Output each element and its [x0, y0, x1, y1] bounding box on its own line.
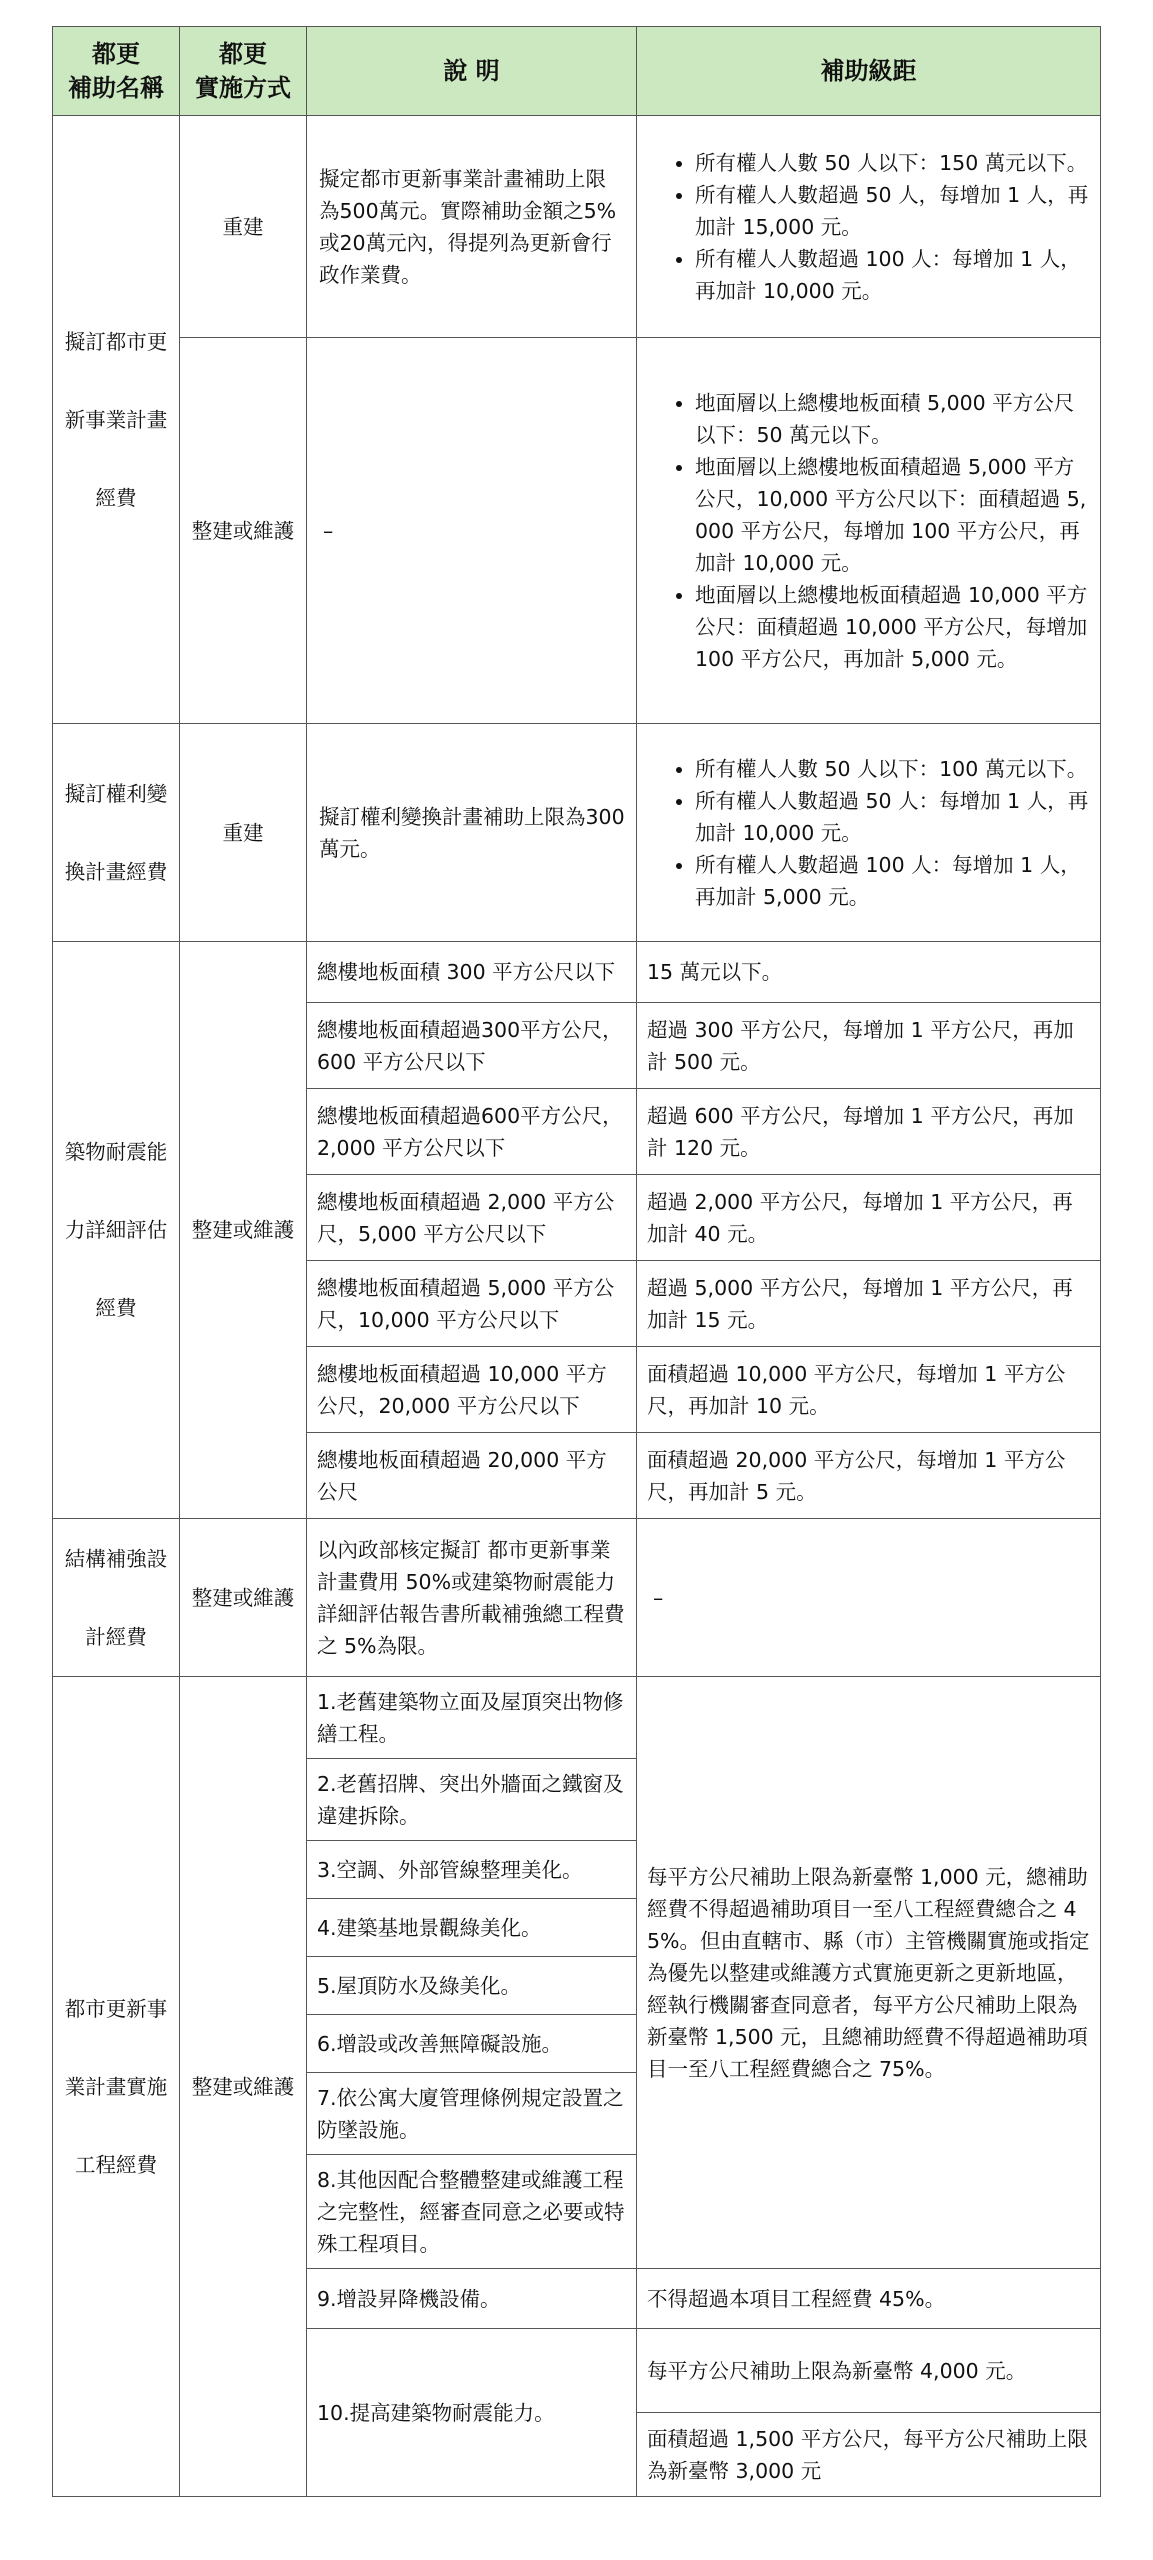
- tier-list: [647, 753, 1090, 913]
- grant-cell: 不得超過本項目工程經費 45%。: [637, 2269, 1101, 2329]
- tier-list: [647, 387, 1090, 675]
- list-item: • 所有權人人數超過 100 人：每增加 1 人，再加計 10,000 元。: [695, 243, 1090, 307]
- grant-cell: 超過 300 平方公尺，每增加 1 平方公尺，再加計 500 元。: [637, 1003, 1101, 1089]
- subsidy-table-container: [52, 26, 1100, 2497]
- method-cell: 整建或維護: [180, 1677, 307, 2497]
- description-cell: 5.屋頂防水及綠美化。: [307, 1957, 637, 2015]
- description-cell: 總樓地板面積超過 20,000 平方公尺: [307, 1433, 637, 1519]
- table-row: [53, 1677, 1101, 1759]
- grant-cell: 15 萬元以下。: [637, 942, 1101, 1003]
- list-item: • 所有權人人數超過 100 人：每增加 1 人，再加計 5,000 元。: [695, 849, 1090, 913]
- description-cell: 7.依公寓大廈管理條例規定設置之防墜設施。: [307, 2073, 637, 2155]
- list-item: • 所有權人人數超過 50 人，每增加 1 人，再加計 15,000 元。: [695, 179, 1090, 243]
- grant-cell: –: [637, 1519, 1101, 1677]
- table-row: [53, 1519, 1101, 1677]
- table-row: [53, 942, 1101, 1003]
- category-cell: 都市更新事業計畫實施工程經費: [53, 1677, 180, 2497]
- grant-cell: 面積超過 10,000 平方公尺，每增加 1 平方公尺，再加計 10 元。: [637, 1347, 1101, 1433]
- table-row: [53, 338, 1101, 724]
- category-cell: 築物耐震能力詳細評估經費: [53, 942, 180, 1519]
- list-item: • 地面層以上總樓地板面積超過 5,000 平方公尺，10,000 平方公尺以下：面積超過 5,000 平方公尺，每增加 100 平方公尺，再加計 10,000 元。: [695, 451, 1090, 579]
- grant-cell: 面積超過 20,000 平方公尺，每增加 1 平方公尺，再加計 5 元。: [637, 1433, 1101, 1519]
- header-method: 都更 實施方式: [180, 27, 307, 116]
- table-row: [53, 116, 1101, 338]
- table-row: [53, 724, 1101, 942]
- grant-cell: 超過 600 平方公尺，每增加 1 平方公尺，再加計 120 元。: [637, 1089, 1101, 1175]
- grant-cell: 面積超過 1,500 平方公尺，每平方公尺補助上限為新臺幣 3,000 元: [637, 2413, 1101, 2497]
- description-cell: 6.增設或改善無障礙設施。: [307, 2015, 637, 2073]
- tier-list: [647, 147, 1090, 307]
- header-grant-tiers: 補助級距: [637, 27, 1101, 116]
- header-subsidy-name: 都更 補助名稱: [53, 27, 180, 116]
- description-cell: 4.建築基地景觀綠美化。: [307, 1899, 637, 1957]
- description-cell: 總樓地板面積超過300平方公尺，600 平方公尺以下: [307, 1003, 637, 1089]
- grant-cell: [637, 116, 1101, 338]
- method-cell: 整建或維護: [180, 1519, 307, 1677]
- description-cell: 擬定都市更新事業計畫補助上限為500萬元。實際補助金額之5%或20萬元內，得提列為更新會行政作業費。: [307, 116, 637, 338]
- description-cell: 9.增設昇降機設備。: [307, 2269, 637, 2329]
- description-cell: 以內政部核定擬訂 都市更新事業計畫費用 50%或建築物耐震能力詳細評估報告書所載補強總工程費之 5%為限。: [307, 1519, 637, 1677]
- table-header-row: [53, 27, 1101, 116]
- grant-cell: 每平方公尺補助上限為新臺幣 4,000 元。: [637, 2329, 1101, 2413]
- description-cell: 總樓地板面積 300 平方公尺以下: [307, 942, 637, 1003]
- description-cell: 10.提高建築物耐震能力。: [307, 2329, 637, 2497]
- description-cell: 2.老舊招牌、突出外牆面之鐵窗及違建拆除。: [307, 1759, 637, 1841]
- description-cell: 總樓地板面積超過 2,000 平方公尺，5,000 平方公尺以下: [307, 1175, 637, 1261]
- description-cell: 8.其他因配合整體整建或維護工程之完整性，經審查同意之必要或特殊工程項目。: [307, 2155, 637, 2269]
- list-item: • 地面層以上總樓地板面積 5,000 平方公尺以下：50 萬元以下。: [695, 387, 1090, 451]
- category-cell: 擬訂都市更新事業計畫經費: [53, 116, 180, 724]
- list-item: • 地面層以上總樓地板面積超過 10,000 平方公尺：面積超過 10,000 平方公尺，每增加 100 平方公尺，再加計 5,000 元。: [695, 579, 1090, 675]
- list-item: • 所有權人人數超過 50 人：每增加 1 人，再加計 10,000 元。: [695, 785, 1090, 849]
- description-cell: 1.老舊建築物立面及屋頂突出物修繕工程。: [307, 1677, 637, 1759]
- method-cell: 整建或維護: [180, 338, 307, 724]
- description-cell: 總樓地板面積超過 10,000 平方公尺，20,000 平方公尺以下: [307, 1347, 637, 1433]
- grant-cell: [637, 724, 1101, 942]
- method-cell: 重建: [180, 116, 307, 338]
- description-cell: 總樓地板面積超過 5,000 平方公尺，10,000 平方公尺以下: [307, 1261, 637, 1347]
- description-cell: 總樓地板面積超過600平方公尺，2,000 平方公尺以下: [307, 1089, 637, 1175]
- grant-cell: 每平方公尺補助上限為新臺幣 1,000 元，總補助經費不得超過補助項目一至八工程經費總合之 45%。但由直轄市、縣（市）主管機關實施或指定為優先以整建或維護方式實施更新之更新地區，經執行機關審查同意者，每平方公尺補助上限為新臺幣 1,500 元，且總補助經費不得超過補助項目一至八工程經費總合之 75%。: [637, 1677, 1101, 2269]
- subsidy-table: [52, 26, 1101, 2497]
- method-cell: 整建或維護: [180, 942, 307, 1519]
- grant-cell: 超過 2,000 平方公尺，每增加 1 平方公尺，再加計 40 元。: [637, 1175, 1101, 1261]
- list-item: • 所有權人人數 50 人以下：150 萬元以下。: [695, 147, 1090, 179]
- grant-cell: 超過 5,000 平方公尺，每增加 1 平方公尺，再加計 15 元。: [637, 1261, 1101, 1347]
- header-description: 說 明: [307, 27, 637, 116]
- description-cell: 擬訂權利變換計畫補助上限為300萬元。: [307, 724, 637, 942]
- grant-cell: [637, 338, 1101, 724]
- description-cell: –: [307, 338, 637, 724]
- description-cell: 3.空調、外部管線整理美化。: [307, 1841, 637, 1899]
- list-item: • 所有權人人數 50 人以下：100 萬元以下。: [695, 753, 1090, 785]
- category-cell: 擬訂權利變換計畫經費: [53, 724, 180, 942]
- category-cell: 結構補強設計經費: [53, 1519, 180, 1677]
- method-cell: 重建: [180, 724, 307, 942]
